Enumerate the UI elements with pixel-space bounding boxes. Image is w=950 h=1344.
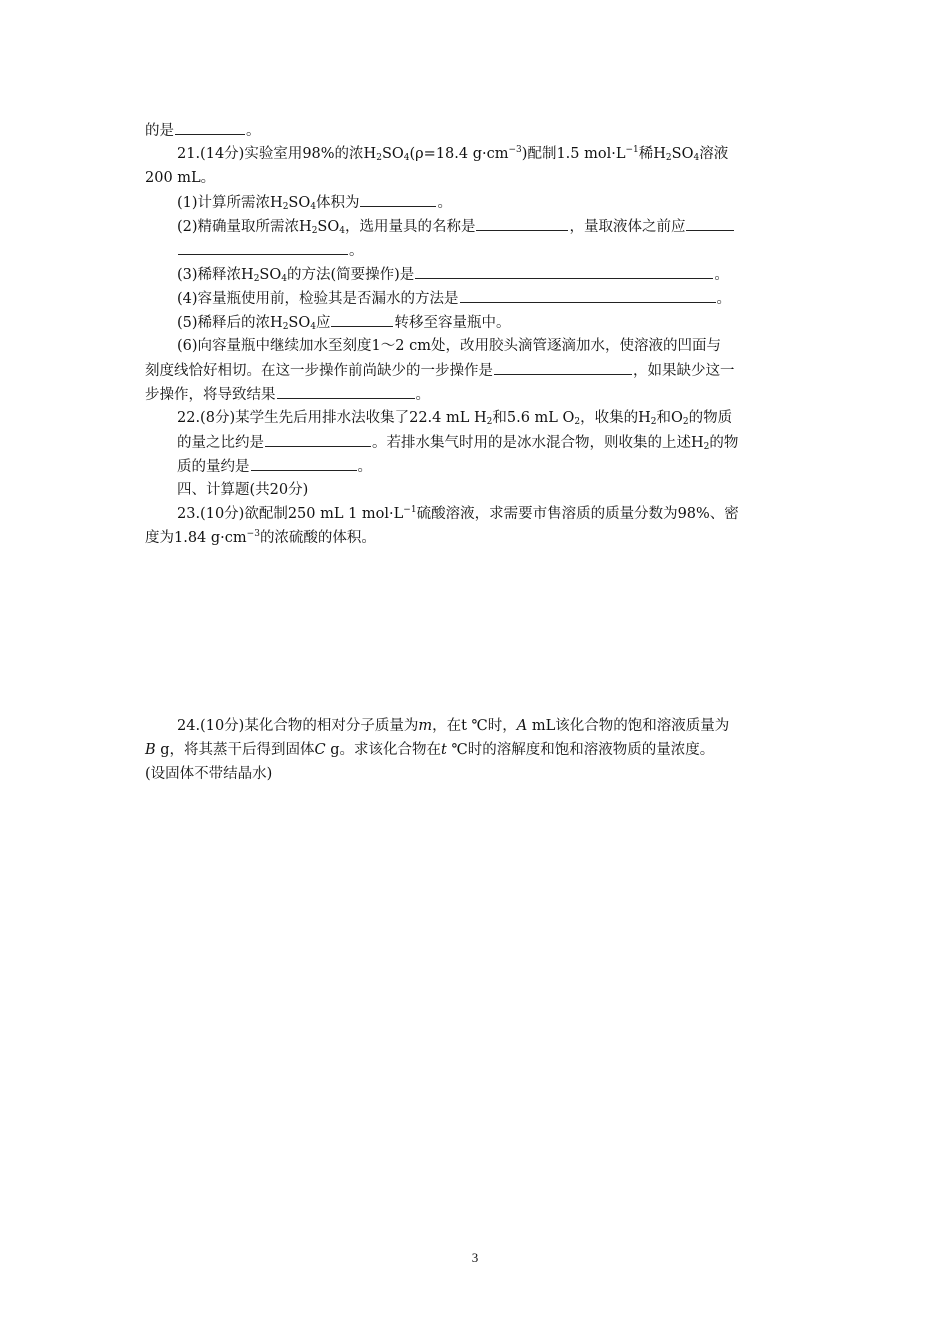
answer-blank (265, 430, 371, 447)
text-run: (3)稀释浓H (177, 267, 254, 283)
text-run: 4 (403, 153, 410, 163)
q21-part-5 (145, 310, 810, 334)
text-run: B (145, 742, 156, 758)
text-run: 4 (339, 226, 345, 236)
text-run: 。 (415, 387, 430, 403)
text: 。 (246, 123, 261, 139)
text-run: 转移至容量瓶中。 (394, 315, 511, 331)
question-21-cont (145, 166, 810, 190)
question-22 (145, 406, 810, 430)
text-run: −3 (508, 145, 522, 155)
text-run: 2 (376, 153, 382, 163)
text-run: 2 (682, 417, 689, 427)
text-run: 。 (357, 459, 372, 475)
text-run: SO (317, 219, 340, 235)
text-run: 2 (486, 417, 493, 427)
answer-blank (476, 214, 568, 231)
text-run: (设固体不带结晶水) (145, 766, 273, 782)
text-run: 200 mL。 (145, 170, 216, 186)
question-24-cont2 (145, 762, 810, 786)
q21-part-6 (145, 334, 810, 358)
text-run: (2)精确量取所需浓H (177, 219, 312, 235)
answer-blank (175, 118, 245, 135)
line-continuation (145, 118, 810, 142)
question-24 (145, 714, 810, 738)
text-run: ℃时的溶解度和饱和溶液物质的量浓度。 (446, 742, 715, 758)
text-run: 的物 (709, 435, 739, 451)
text-run: 度为1.84 g·cm (145, 530, 247, 546)
text-run: ，如果缺少这一 (633, 363, 735, 379)
answer-blank (277, 382, 415, 399)
q21-part-6-cont2 (145, 382, 810, 406)
text-run: SO (288, 315, 311, 331)
text-run: 2 (253, 274, 260, 284)
text-run: )配制1.5 mol·L (521, 146, 626, 162)
answer-blank (360, 190, 436, 207)
page-number: 3 (471, 1250, 479, 1265)
text-run: −1 (403, 505, 417, 515)
text-run: (1)计算所需浓H (177, 195, 283, 211)
document-page (145, 118, 810, 786)
text-run: 21.(14分)实验室用98%的浓H (177, 146, 377, 162)
text-run: 23.(10分)欲配制250 mL 1 mol·L (177, 506, 404, 522)
text-run: −3 (246, 529, 260, 539)
text-run: 24.(10分)某化合物的相对分子质量为 (177, 718, 419, 734)
text-run: ，收集的H (580, 410, 651, 426)
text-run: 2 (650, 417, 657, 427)
text-run: g。求该化合物在 (325, 742, 442, 758)
text-run: 和O (656, 410, 683, 426)
question-23 (145, 502, 810, 526)
text-run: 。 (349, 243, 364, 259)
text-run: 22.(8分)某学生先后用排水法收集了22.4 mL H (177, 410, 487, 426)
answer-blank (686, 214, 734, 231)
question-22-cont (145, 430, 810, 454)
text-run: 。 (437, 195, 452, 211)
q21-part-2 (145, 214, 810, 238)
text-run: 的量之比约是 (177, 435, 264, 451)
question-21 (145, 142, 810, 166)
q21-part-2-cont (145, 238, 810, 262)
text-run: g，将其蒸干后得到固体 (155, 742, 315, 758)
text-run: 溶液 (699, 146, 729, 162)
answer-blank (460, 286, 716, 303)
text-run: 稀H (638, 146, 666, 162)
text-run: SO (671, 146, 694, 162)
text-run: m (418, 718, 433, 734)
text-run: 4 (281, 274, 287, 284)
text-run: 。 (716, 291, 732, 307)
text-run: SO (381, 146, 404, 162)
q21-part-6-cont (145, 358, 810, 382)
q21-part-4 (145, 286, 810, 310)
section-heading (145, 478, 810, 502)
text-run: 的物质 (688, 410, 733, 426)
text-run: SO (288, 195, 311, 211)
text-run: 的浓硫酸的体积。 (259, 530, 376, 546)
text-run: ，选用量具的名称是 (344, 219, 476, 235)
text-run: mL该化合物的饱和溶液质量为 (527, 718, 730, 734)
text-run: 2 (665, 153, 672, 163)
text-run: 2 (574, 417, 581, 427)
text-run: 2 (703, 442, 710, 452)
text-run: −1 (625, 145, 639, 155)
text-run: 2 (282, 202, 289, 212)
q21-part-3 (145, 262, 810, 286)
answer-space (145, 550, 810, 714)
text-run: 四、计算题(共20分) (177, 482, 309, 498)
text-run: SO (259, 267, 282, 283)
text-run: 2 (311, 226, 318, 236)
text-run: ，量取液体之前应 (569, 219, 686, 235)
text-run: 刻度线恰好相切。在这一步操作前尚缺少的一步操作是 (145, 363, 493, 379)
text-run: 质的量约是 (177, 459, 250, 475)
q21-part-1 (145, 190, 810, 214)
text-run: (ρ=18.4 g·cm (409, 146, 509, 162)
answer-blank (178, 238, 348, 255)
text-run: 4 (310, 322, 316, 332)
question-22-cont2 (145, 454, 810, 478)
text-run: 。 (714, 267, 729, 283)
text-run: t (441, 742, 447, 758)
text-run: ，在t ℃时， (432, 718, 517, 734)
text-run: 4 (693, 153, 700, 163)
text-run: (6)向容量瓶中继续加水至刻度1～2 cm处，改用胶头滴管逐滴加水，使溶液的凹面与 (177, 338, 721, 354)
answer-blank (494, 358, 632, 375)
text-run: C (314, 742, 326, 758)
text-run: 步操作，将导致结果 (145, 387, 276, 403)
answer-blank (331, 310, 393, 327)
answer-blank (251, 454, 357, 471)
answer-blank (415, 262, 713, 279)
text-run: 2 (282, 322, 289, 332)
text-run: 应 (315, 315, 331, 331)
text-run: 。若排水集气时用的是冰水混合物，则收集的上述H (372, 435, 704, 451)
text-run: 硫酸溶液，求需要市售溶质的质量分数为98%、密 (416, 506, 739, 522)
text-run: 和5.6 mL O (492, 410, 575, 426)
text-run: (5)稀释后的浓H (177, 315, 283, 331)
text-run: (4)容量瓶使用前，检验其是否漏水的方法是 (177, 291, 459, 307)
question-23-cont (145, 526, 810, 550)
text-run: 的方法(简要操作)是 (286, 267, 415, 283)
question-24-cont (145, 738, 810, 762)
text-run: A (516, 718, 528, 734)
text-run: 4 (310, 202, 316, 212)
text: 的是 (145, 123, 174, 139)
text-run: 体积为 (315, 195, 360, 211)
